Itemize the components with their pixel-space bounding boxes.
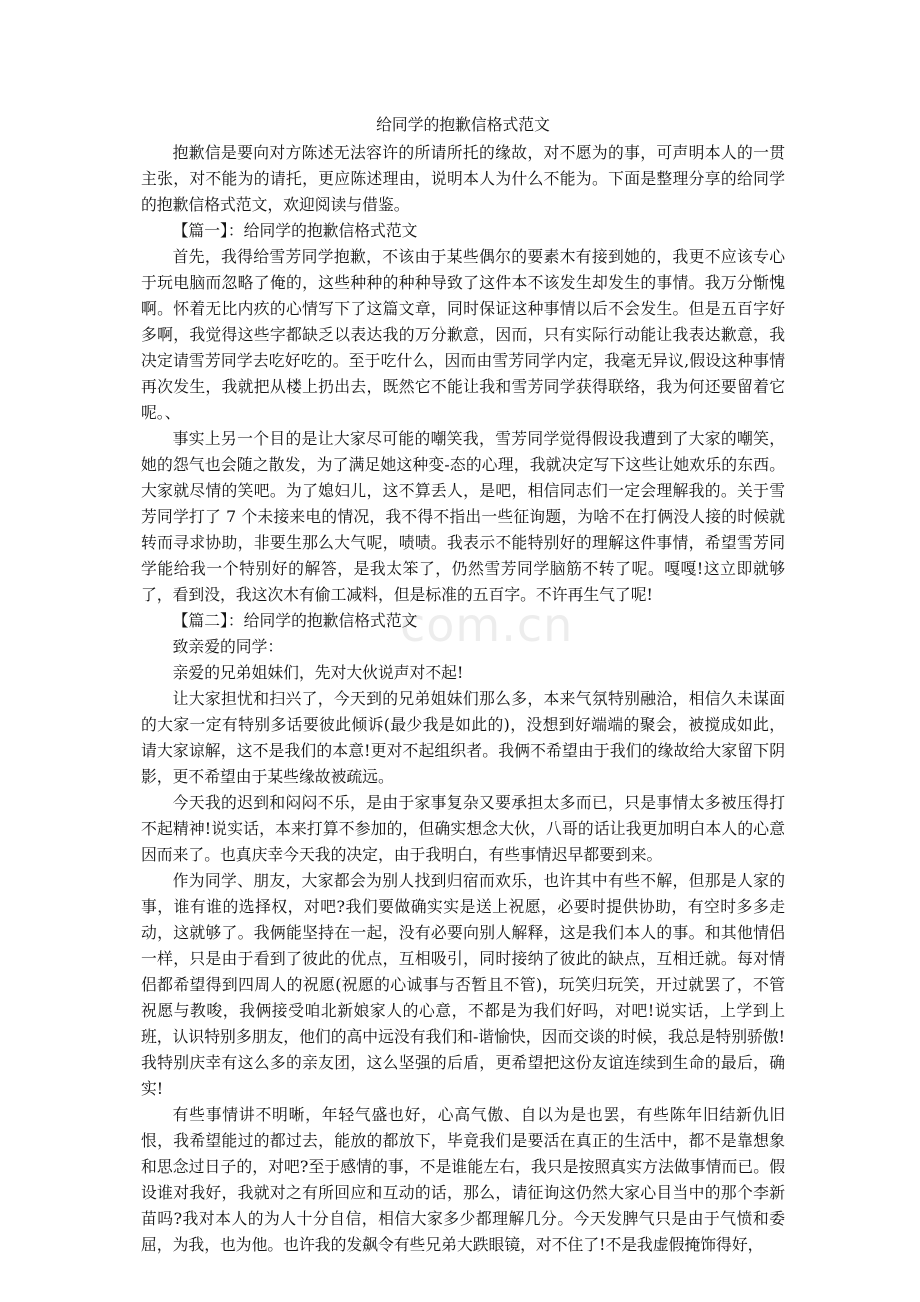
salutation: 致亲爱的同学： xyxy=(172,637,284,656)
section2-paragraph: 作为同学、朋友，大家都会为别人找到归宿而欢乐，也许其中有些不解，但那是人家的事，谁有谁的选择权，对吧?我们要做确实实是送上祝愿，必要时提供协助，有空时多多走动，这就够了。我俩能坚持在一起，没有必要向别人解释，这是我们本人的事。和其他情侣一样，只是由于看到了彼此的优点，互相吸引，同时接纳了彼此的缺点，互相迁就。每对情侣都希望得到四周人的祝愿(祝愿的心诚事与否暂且不管)，玩笑归玩笑，开过就罢了，不管祝愿与教唆，我俩接受咱北新娘家人的心意，不都是为我们好吗，对吧!说实话，上学到上班，认识特别多朋友，他们的高中远没有我们和-谐愉快，因而交谈的时候，我总是特别骄傲!我特别庆幸有这么多的亲友团，这么坚强的后盾，更希望把这份友谊连续到生命的最后，确实! xyxy=(141,871,785,1098)
section2-paragraph: 亲爱的兄弟姐妹们，先对大伙说声对不起! xyxy=(172,663,464,682)
watermark: com.cn xyxy=(400,598,574,652)
document-body xyxy=(141,110,785,1258)
section1-paragraph: 首先，我得给雪芳同学抱歉，不该由于某些偶尔的要素木有接到她的，我更不应该专心于玩电脑而忽略了俺的，这些种种的种种导致了这件本不该发生却发生的事情。我万分惭愧啊。怀着无比内疚的心情写下了这篇文章，同时保证这种事情以后不会发生。但是五百字好多啊，我觉得这些字都缺乏以表达我的万分歉意，因而，只有实际行动能让我表达歉意，我决定请雪芳同学去吃好吃的。至于吃什么，因而由雪芳同学内定，我毫无异议,假设这种事情再次发生，我就把从楼上扔出去，既然它不能让我和雪芳同学获得联络，我为何还要留着它呢。、 xyxy=(141,247,785,422)
section2-paragraph: 让大家担忧和扫兴了，今天到的兄弟姐妹们那么多，本来气氛特别融洽，相信久未谋面的大家一定有特别多话要彼此倾诉(最少我是如此的)，没想到好端端的聚会，被搅成如此，请大家谅解，这不是我们的本意!更对不起组织者。我俩不希望由于我们的缘故给大家留下阴影，更不希望由于某些缘故被疏远。 xyxy=(141,689,785,786)
section-heading-1: 【篇一】：给同学的抱歉信格式范文 xyxy=(172,221,418,240)
document-title: 给同学的抱歉信格式范文 xyxy=(376,115,550,134)
section2-paragraph: 有些事情讲不明晰，年轻气盛也好，心高气傲、自以为是也罢，有些陈年旧结新仇旧恨，我希望能过的都过去，能放的都放下，毕竟我们是要活在真正的生活中，都不是靠想象和思念过日子的，对吧?至于感情的事，不是谁能左右，我只是按照真实方法做事情而已。假设谁对我好，我就对之有所回应和互动的话，那么，请征询这仍然大家心目当中的那个李新苗吗?我对本人的为人十分自信，相信大家多少都理解几分。今天发脾气只是由于气愤和委屈，为我，也为他。也许我的发飙令有些兄弟大跌眼镜，对不住了!不是我虚假掩饰得好， xyxy=(141,1105,785,1254)
section2-paragraph: 今天我的迟到和闷闷不乐，是由于家事复杂又要承担太多而已，只是事情太多被压得打不起精神!说实话，本来打算不参加的，但确实想念大伙，八哥的话让我更加明白本人的心意因而来了。也真庆幸今天我的决定，由于我明白，有些事情迟早都要到来。 xyxy=(141,793,785,864)
section-heading-2: 【篇二】：给同学的抱歉信格式范文 xyxy=(172,611,418,630)
section1-paragraph: 事实上另一个目的是让大家尽可能的嘲笑我，雪芳同学觉得假设我遭到了大家的嘲笑，她的怨气也会随之散发，为了满足她这种变-态的心理，我就决定写下这些让她欢乐的东西。大家就尽情的笑吧。为了媳妇儿，这不算丢人，是吧，相信同志们一定会理解我的。关于雪芳同学打了 7 个未接来电的情况，我不得不指出一些征询题，为啥不在打俩没人接的时候就转而寻求协助，非要生那么大气呢，啧啧。我表示不能特别好的理解这件事情，希望雪芳同学能给我一个特别好的解答，是我太笨了，仍然雪芳同学脑筋不转了呢。嘎嘎!这立即就够了，看到没，我这次木有偷工减料，但是标准的五百字。不许再生气了呢! xyxy=(141,429,785,604)
intro-paragraph: 抱歉信是要向对方陈述无法容许的所请所托的缘故，对不愿为的事，可声明本人的一贯主张，对不能为的请托，更应陈述理由，说明本人为什么不能为。下面是整理分享的给同学的抱歉信格式范文，欢迎阅读与借鉴。 xyxy=(141,143,785,214)
